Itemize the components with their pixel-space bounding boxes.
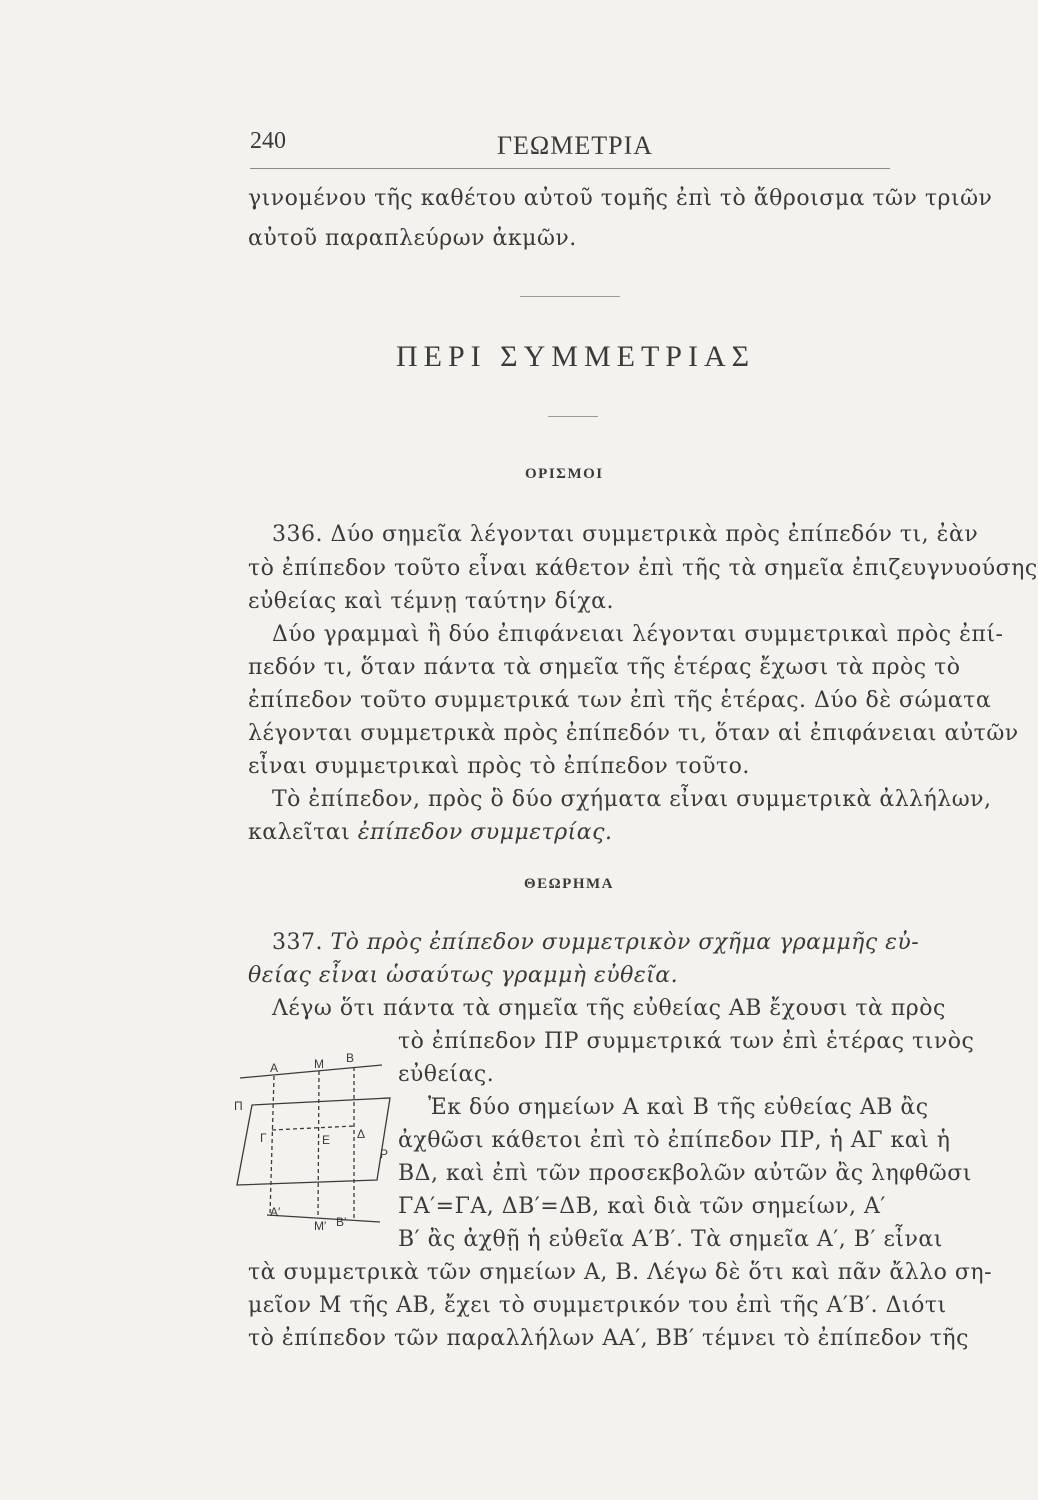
definition-line: εὐθείας καὶ τέμνῃ ταύτην δίχα. — [248, 589, 615, 614]
label-b: B — [346, 1051, 355, 1065]
theorem-statement-1: Τὸ πρὸς ἐπίπεδον συμμετρικὸν σχῆμα γραμμῆς εὐ- — [330, 930, 920, 955]
theorem-statement-2: θείας εἶναι ὡσαύτως γραμμὴ εὐθεῖα. — [248, 963, 679, 988]
label-a-prime: A′ — [270, 1205, 281, 1219]
label-pi: Π — [234, 1099, 243, 1113]
label-p: P — [380, 1147, 389, 1161]
line-gd — [272, 1126, 354, 1130]
perpendicular-mm — [318, 1071, 319, 1218]
intro-line-1: γινομένου τῆς καθέτου αὐτοῦ τομῆς ἐπὶ τὸ ἄθροισμα τῶν τριῶν — [248, 186, 993, 211]
proof-line: ΒΔ, καὶ ἐπὶ τῶν προσεκβολῶν αὐτῶν ἂς ληφθῶσι — [398, 1161, 972, 1186]
page-number: 240 — [250, 128, 286, 154]
proof-line: τὰ συμμετρικὰ τῶν σημείων Α, Β. Λέγω δὲ ὅτι καὶ πᾶν ἄλλο ση- — [248, 1260, 993, 1285]
label-b-prime: B′ — [336, 1215, 347, 1229]
section-title: ΠΕΡΙ ΣΥΜΜΕΤΡΙΑΣ — [396, 340, 756, 373]
proof-line: ΓΑ′=ΓΑ, ΔΒ′=ΔΒ, καὶ διὰ τῶν σημείων, Α′ — [398, 1194, 886, 1219]
definition-line: Τὸ ἐπίπεδον, πρὸς ὃ δύο σχήματα εἶναι συμμετρικὰ ἀλλήλων, — [272, 787, 992, 812]
label-m-prime: M′ — [314, 1219, 327, 1233]
definitions-heading: ΟΡΙΣΜΟΙ — [525, 466, 604, 482]
label-delta: Δ — [357, 1127, 366, 1141]
proof-line: μεῖον Μ τῆς ΑΒ, ἔχει τὸ συμμετρικόν του ἐπὶ τῆς Α′Β′. Διότι — [248, 1293, 947, 1318]
term-plane-of-symmetry: ἐπίπεδον συμμετρίας. — [357, 820, 613, 845]
definition-line: λέγονται συμμετρικὰ πρὸς ἐπίπεδόν τι, ὅταν αἱ ἐπιφάνειαι αὐτῶν — [248, 721, 1019, 746]
label-e: E — [322, 1133, 331, 1147]
label-m: M — [314, 1057, 324, 1071]
line-ab — [240, 1065, 382, 1078]
definition-line: 336. Δύο σημεῖα λέγονται συμμετρικὰ πρὸς ἐπίπεδόν τι, ἐὰν — [272, 522, 979, 547]
running-title: ΓΕΩΜΕΤΡΙΑ — [497, 131, 654, 160]
proof-line: Β′ ἂς ἀχθῇ ἡ εὐθεῖα Α′Β′. Τὰ σημεῖα Α′, Β′ εἶναι — [398, 1227, 943, 1252]
symmetry-figure — [232, 1051, 392, 1240]
divider-rule — [520, 296, 620, 297]
proof-line: Ἐκ δύο σημείων Α καὶ Β τῆς εὐθείας ΑΒ ἂς — [428, 1095, 929, 1120]
proof-line: Λέγω ὅτι πάντα τὰ σημεῖα τῆς εὐθείας ΑΒ ἔχουσι τὰ πρὸς — [272, 996, 946, 1021]
proof-line: ἀχθῶσι κάθετοι ἐπὶ τὸ ἐπίπεδον ΠΡ, ἡ ΑΓ καὶ ἡ — [398, 1128, 951, 1153]
proof-line: τὸ ἐπίπεδον ΠΡ συμμετρικά των ἐπὶ ἑτέρας τινὸς — [398, 1029, 975, 1054]
definition-line: ἐπίπεδον τοῦτο συμμετρικά των ἐπὶ τῆς ἑτέρας. Δύο δὲ σώματα — [248, 688, 992, 713]
theorem-number: 337. — [272, 930, 331, 955]
header-rule — [250, 168, 890, 169]
label-a: A — [270, 1061, 279, 1075]
theorem-line-1 — [272, 930, 919, 955]
definition-line: Δύο γραμμαὶ ἢ δύο ἐπιφάνειαι λέγονται συμμετρικαὶ πρὸς ἐπί- — [272, 622, 1004, 647]
definition-line: εἶναι συμμετρικαὶ πρὸς τὸ ἐπίπεδον τοῦτο. — [248, 754, 750, 779]
proof-line: τὸ ἐπίπεδον τῶν παραλλήλων ΑΑ′, ΒΒ′ τέμνει τὸ ἐπίπεδον τῆς — [248, 1326, 969, 1351]
definition-line: τὸ ἐπίπεδον τοῦτο εἶναι κάθετον ἐπὶ τῆς τὰ σημεῖα ἐπιζευγνυούσης — [248, 556, 1038, 581]
label-gamma: Γ — [260, 1131, 267, 1145]
proof-line: εὐθείας. — [398, 1062, 495, 1087]
divider-rule — [548, 416, 598, 417]
intro-line-2: αὐτοῦ παραπλεύρων ἀκμῶν. — [248, 226, 577, 251]
definition-line: πεδόν τι, ὅταν πάντα τὰ σημεῖα τῆς ἑτέρας ἔχωσι τὰ πρὸς τὸ — [248, 655, 961, 680]
definition-last-line-plain: καλεῖται — [248, 820, 358, 845]
definition-last-line — [248, 820, 612, 845]
theorem-heading: ΘΕΩΡΗΜΑ — [524, 876, 615, 892]
perpendicular-aa — [270, 1076, 274, 1215]
